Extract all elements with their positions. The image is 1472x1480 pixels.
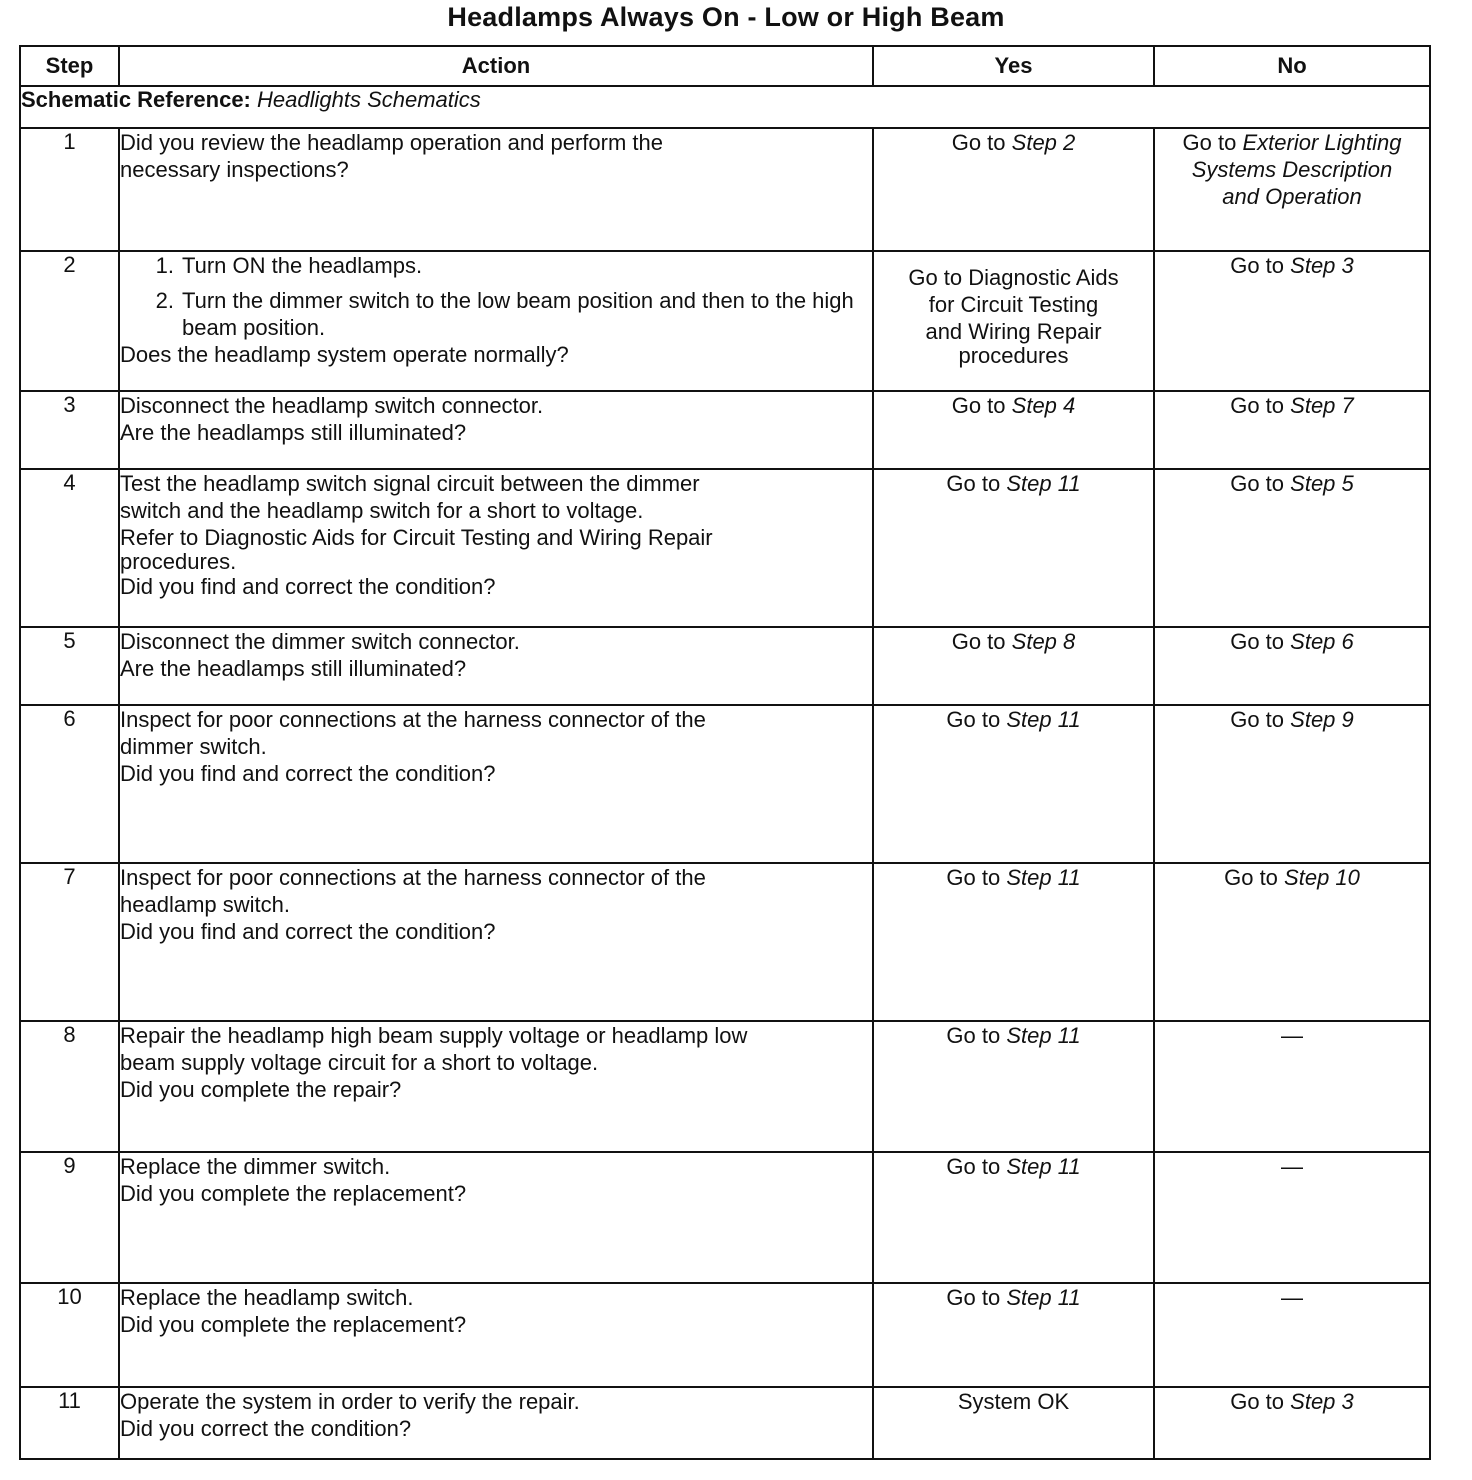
action-question: Did you complete the repair? (120, 1077, 402, 1102)
action-text: Replace the headlamp switch. (120, 1285, 414, 1310)
table-row (20, 705, 1430, 863)
step-number: 11 (20, 1387, 119, 1459)
yes-cell (873, 1387, 1154, 1459)
diagnostic-table (19, 45, 1431, 1460)
step-number: 2 (20, 251, 119, 391)
table-row (20, 128, 1430, 251)
page-title: Headlamps Always On - Low or High Beam (447, 2, 1005, 32)
step-number: 3 (20, 391, 119, 469)
no-cell (1154, 1152, 1430, 1283)
action-cell (119, 1152, 873, 1283)
yes-cell (873, 128, 1154, 251)
action-cell (119, 391, 873, 469)
yes-cell (873, 469, 1154, 627)
table-row (20, 863, 1430, 1021)
no-cell (1154, 1021, 1430, 1152)
action-text: Refer to Diagnostic Aids for Circuit Testing and Wiring Repair (120, 525, 713, 550)
table-row (20, 1283, 1430, 1387)
action-text: headlamp switch. (120, 892, 290, 917)
no-cell (1154, 251, 1430, 391)
action-steps-list (120, 252, 872, 341)
action-text: switch and the headlamp switch for a short to voltage. (120, 498, 644, 523)
no-cell (1154, 1283, 1430, 1387)
header-step: Step (20, 46, 119, 86)
no-cell (1154, 627, 1430, 705)
action-cell (119, 128, 873, 251)
step-number: 9 (20, 1152, 119, 1283)
action-question: Did you find and correct the condition? (120, 919, 496, 944)
action-text: procedures. (120, 549, 237, 574)
list-item: 1. Turn ON the headlamps. (155, 253, 423, 278)
action-text: Test the headlamp switch signal circuit between the dimmer (120, 471, 700, 496)
table-row (20, 627, 1430, 705)
no-cell (1154, 1387, 1430, 1459)
action-question: Did you correct the condition? (120, 1416, 412, 1441)
schematic-reference-link[interactable]: Headlights Schematics (257, 87, 481, 112)
step-number: 6 (20, 705, 119, 863)
yes-cell (873, 1152, 1154, 1283)
yes-link[interactable]: Go to Step 11 (946, 471, 1081, 496)
yes-link[interactable]: Go to Step 4 (951, 393, 1076, 418)
table-row (20, 1152, 1430, 1283)
action-text: Inspect for poor connections at the harness connector of the (120, 707, 706, 732)
schematic-reference-row (20, 86, 1430, 128)
action-text: beam supply voltage circuit for a short to voltage. (120, 1050, 599, 1075)
no-link[interactable]: Go to Exterior Lighting Systems Description and Operation (1182, 130, 1402, 209)
action-cell (119, 1387, 873, 1459)
action-cell (119, 863, 873, 1021)
no-cell (1154, 469, 1430, 627)
no-dash: — (1281, 1154, 1303, 1179)
yes-link[interactable]: Go to Step 2 (951, 130, 1076, 155)
step-number: 4 (20, 469, 119, 627)
yes-cell (873, 1021, 1154, 1152)
yes-cell (873, 391, 1154, 469)
yes-cell (873, 251, 1154, 391)
yes-cell (873, 1283, 1154, 1387)
action-cell (119, 1021, 873, 1152)
schematic-reference-label: Schematic Reference: (21, 87, 251, 112)
step-number: 7 (20, 863, 119, 1021)
yes-link[interactable]: Go to Step 11 (946, 707, 1081, 732)
no-link[interactable]: Go to Step 10 (1224, 865, 1360, 890)
action-text: Repair the headlamp high beam supply voltage or headlamp low (120, 1023, 748, 1048)
table-row (20, 1387, 1430, 1459)
yes-cell (873, 627, 1154, 705)
action-text: necessary inspections? (120, 157, 349, 182)
action-question: Are the headlamps still illuminated? (120, 656, 467, 681)
yes-link[interactable]: Go to Step 11 (946, 865, 1081, 890)
step-number: 5 (20, 627, 119, 705)
action-question: Are the headlamps still illuminated? (120, 420, 467, 445)
action-question: Does the headlamp system operate normally? (120, 342, 569, 367)
step-number: 10 (20, 1283, 119, 1387)
no-link[interactable]: Go to Step 9 (1230, 707, 1354, 732)
yes-link[interactable]: Go to Step 11 (946, 1285, 1081, 1310)
no-dash: — (1281, 1285, 1303, 1310)
action-text: Replace the dimmer switch. (120, 1154, 391, 1179)
yes-link[interactable]: Go to Step 11 (946, 1154, 1081, 1179)
action-text: Disconnect the dimmer switch connector. (120, 629, 520, 654)
action-cell (119, 705, 873, 863)
action-question: Did you complete the replacement? (120, 1181, 467, 1206)
action-cell (119, 1283, 873, 1387)
no-cell (1154, 128, 1430, 251)
yes-link[interactable]: Go to Step 11 (946, 1023, 1081, 1048)
no-link[interactable]: Go to Step 3 (1230, 253, 1354, 278)
header-yes: Yes (873, 46, 1154, 86)
yes-cell (873, 705, 1154, 863)
no-link[interactable]: Go to Step 3 (1230, 1389, 1354, 1414)
no-cell (1154, 705, 1430, 863)
no-link[interactable]: Go to Step 5 (1230, 471, 1354, 496)
action-text: Disconnect the headlamp switch connector. (120, 393, 544, 418)
action-cell (119, 469, 873, 627)
action-text: Inspect for poor connections at the harness connector of the (120, 865, 706, 890)
no-cell (1154, 863, 1430, 1021)
no-dash: — (1281, 1023, 1303, 1048)
yes-cell (873, 863, 1154, 1021)
header-no: No (1154, 46, 1430, 86)
list-item: 2. Turn the dimmer switch to the low beam position and then to the high beam position. (155, 288, 854, 340)
action-question: Did you find and correct the condition? (120, 761, 496, 786)
no-cell (1154, 391, 1430, 469)
no-link[interactable]: Go to Step 6 (1230, 629, 1354, 654)
header-action: Action (119, 46, 873, 86)
yes-link[interactable]: Go to Diagnostic Aids for Circuit Testing and Wiring Repair procedures (908, 265, 1119, 368)
action-text: dimmer switch. (120, 734, 267, 759)
action-text: Operate the system in order to verify the repair. (120, 1389, 580, 1414)
step-number: 1 (20, 128, 119, 251)
schematic-reference (20, 86, 1430, 128)
table-row (20, 1021, 1430, 1152)
yes-result: System OK (957, 1389, 1070, 1414)
no-link[interactable]: Go to Step 7 (1230, 393, 1354, 418)
yes-link[interactable]: Go to Step 8 (951, 629, 1076, 654)
action-question: Did you complete the replacement? (120, 1312, 467, 1337)
action-question: Did you find and correct the condition? (120, 574, 496, 599)
action-cell (119, 251, 873, 391)
header-row (20, 46, 1430, 86)
table-row (20, 469, 1430, 627)
action-text: Did you review the headlamp operation and perform the (120, 130, 663, 155)
step-number: 8 (20, 1021, 119, 1152)
table-row (20, 251, 1430, 391)
table-row (20, 391, 1430, 469)
action-cell (119, 627, 873, 705)
